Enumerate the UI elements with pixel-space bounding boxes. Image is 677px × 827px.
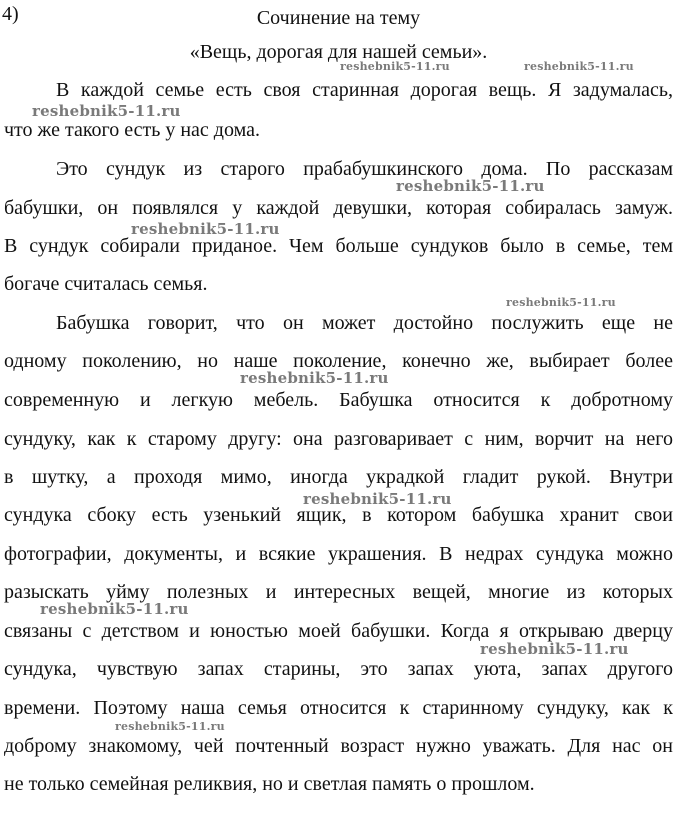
essay-line: сундука сбоку есть узенький ящик, в котором бабушка хранит свои xyxy=(4,504,673,526)
essay-line: сундука, чувствую запах старины, это запах уюта, запах другого xyxy=(4,658,673,680)
essay-line: разыскать уйму полезных и интересных вещей, многие из которых xyxy=(4,581,673,603)
watermark: reshebnik5-11.ru xyxy=(396,177,545,195)
essay-title-line-1: Сочинение на тему xyxy=(256,7,421,29)
essay-line: Это сундук из старого прабабушкинского дома. По рассказам xyxy=(56,158,673,180)
essay-line: времени. Поэтому наша семья относится к старинному сундуку, как к xyxy=(4,697,673,719)
essay-line: сундуку, как к старому другу: она разговаривает с ним, ворчит на него xyxy=(4,428,673,450)
watermark: reshebnik5-11.ru xyxy=(340,60,450,73)
watermark: reshebnik5-11.ru xyxy=(40,600,189,618)
watermark: reshebnik5-11.ru xyxy=(115,720,225,733)
watermark: reshebnik5-11.ru xyxy=(131,220,280,238)
essay-line: доброму знакомому, чей почтенный возраст нужно уважать. Для нас он xyxy=(4,735,673,757)
essay-line: фотографии, документы, и всякие украшения. В недрах сундука можно xyxy=(4,543,673,565)
essay-line: бабушки, он появлялся у каждой девушки, которая собиралась замуж. xyxy=(4,197,673,219)
watermark: reshebnik5-11.ru xyxy=(506,296,616,309)
essay-line: в шутку, а проходя мимо, иногда украдкой гладит рукой. Внутри xyxy=(4,466,673,488)
essay-line: Бабушка говорит, что он может достойно послужить еще не xyxy=(56,312,673,334)
essay-line: В сундук собирали приданое. Чем больше сундуков было в семье, тем xyxy=(4,235,673,257)
essay-line: не только семейная реликвия, но и светлая память о прошлом. xyxy=(4,773,535,795)
essay-line: что же такого есть у нас дома. xyxy=(4,119,260,141)
essay-line: одному поколению, но наше поколение, конечно же, выбирает более xyxy=(4,350,673,372)
watermark: reshebnik5-11.ru xyxy=(303,490,452,508)
essay-line: В каждой семье есть своя старинная дорогая вещь. Я задумалась, xyxy=(56,79,673,101)
watermark: reshebnik5-11.ru xyxy=(240,369,389,387)
watermark: reshebnik5-11.ru xyxy=(32,102,181,120)
watermark: reshebnik5-11.ru xyxy=(524,60,634,73)
essay-line: современную и легкую мебель. Бабушка относится к добротному xyxy=(4,389,673,411)
essay-title-line-2: «Вещь, дорогая для нашей семьи». xyxy=(189,41,488,63)
task-number: 4) xyxy=(2,3,19,25)
watermark: reshebnik5-11.ru xyxy=(480,640,629,658)
essay-line: богаче считалась семья. xyxy=(4,273,208,295)
essay-line: связаны с детством и юностью моей бабушки. Когда я открываю дверцу xyxy=(4,620,673,642)
